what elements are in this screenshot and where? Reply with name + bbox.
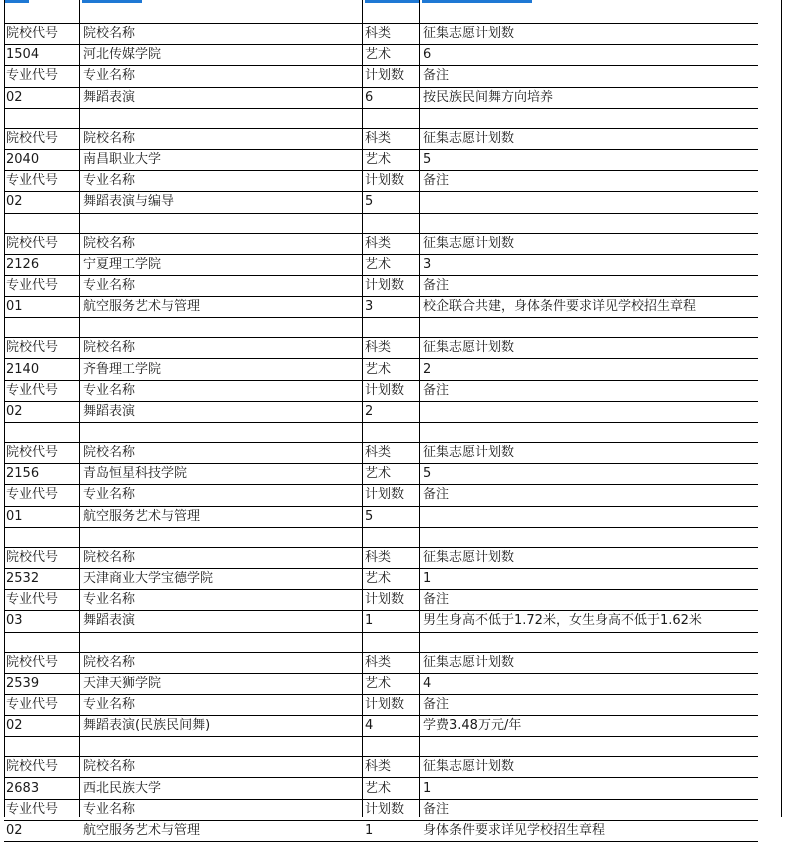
category: 艺术 <box>363 149 420 170</box>
major-header-row <box>4 694 758 715</box>
header-accent <box>82 0 142 3</box>
major-name: 舞蹈表演(民族民间舞) <box>80 716 363 737</box>
school-code: 2532 <box>4 568 80 589</box>
school-code-header: 院校代号 <box>4 757 80 778</box>
major-code-header: 专业代号 <box>4 66 80 87</box>
category: 艺术 <box>363 673 420 694</box>
school-code: 2140 <box>4 359 80 380</box>
category: 艺术 <box>363 45 420 66</box>
major-name: 航空服务艺术与管理 <box>80 297 363 318</box>
school-header-row <box>4 443 758 464</box>
major-name: 航空服务艺术与管理 <box>80 820 363 841</box>
empty-cell <box>363 737 420 757</box>
header-accent <box>4 0 29 3</box>
school-row <box>4 778 758 799</box>
empty-cell <box>4 632 80 652</box>
empty-cell <box>363 423 420 443</box>
major-name-header: 专业名称 <box>80 171 363 192</box>
category-header: 科类 <box>363 24 420 45</box>
spacer-row <box>4 737 758 757</box>
empty-cell <box>420 108 758 128</box>
plan-count: 1 <box>420 568 758 589</box>
remarks-header: 备注 <box>420 590 758 611</box>
plan-count: 2 <box>420 359 758 380</box>
header-accent <box>365 0 419 3</box>
school-code: 1504 <box>4 45 80 66</box>
major-plan-header: 计划数 <box>363 66 420 87</box>
major-name-header: 专业名称 <box>80 799 363 820</box>
major-plan-header: 计划数 <box>363 485 420 506</box>
remarks-header: 备注 <box>420 66 758 87</box>
major-name-header: 专业名称 <box>80 380 363 401</box>
plan-count-header: 征集志愿计划数 <box>420 652 758 673</box>
major-name-header: 专业名称 <box>80 590 363 611</box>
empty-cell <box>4 423 80 443</box>
category: 艺术 <box>363 778 420 799</box>
remarks <box>420 192 758 213</box>
empty-cell <box>4 737 80 757</box>
empty-cell <box>420 632 758 652</box>
school-name-header: 院校名称 <box>80 128 363 149</box>
remarks-header: 备注 <box>420 275 758 296</box>
empty-cell <box>80 632 363 652</box>
school-code-header: 院校代号 <box>4 128 80 149</box>
school-code: 2126 <box>4 254 80 275</box>
major-row <box>4 611 758 632</box>
grid-line <box>781 0 782 817</box>
major-plan: 1 <box>363 820 420 841</box>
major-code: 02 <box>4 401 80 422</box>
spacer-row <box>4 108 758 128</box>
major-code-header: 专业代号 <box>4 590 80 611</box>
plan-count-header: 征集志愿计划数 <box>420 24 758 45</box>
major-plan: 3 <box>363 297 420 318</box>
empty-cell <box>420 527 758 547</box>
plan-count: 4 <box>420 673 758 694</box>
school-row <box>4 45 758 66</box>
empty-cell <box>80 423 363 443</box>
category-header: 科类 <box>363 338 420 359</box>
plan-count: 5 <box>420 464 758 485</box>
major-row <box>4 87 758 108</box>
school-row <box>4 464 758 485</box>
empty-cell <box>80 108 363 128</box>
school-name: 河北传媒学院 <box>80 45 363 66</box>
school-header-row <box>4 233 758 254</box>
school-name: 天津天狮学院 <box>80 673 363 694</box>
school-name-header: 院校名称 <box>80 443 363 464</box>
category-header: 科类 <box>363 547 420 568</box>
empty-cell <box>80 527 363 547</box>
remarks: 校企联合共建，身体条件要求详见学校招生章程 <box>420 297 758 318</box>
school-name: 齐鲁理工学院 <box>80 359 363 380</box>
major-code-header: 专业代号 <box>4 275 80 296</box>
empty-cell <box>363 108 420 128</box>
empty-cell <box>80 213 363 233</box>
remarks <box>420 506 758 527</box>
plan-count: 6 <box>420 45 758 66</box>
empty-cell <box>420 213 758 233</box>
school-header-row <box>4 547 758 568</box>
category: 艺术 <box>363 359 420 380</box>
school-code-header: 院校代号 <box>4 24 80 45</box>
major-row <box>4 401 758 422</box>
school-name-header: 院校名称 <box>80 24 363 45</box>
major-code-header: 专业代号 <box>4 799 80 820</box>
school-header-row <box>4 338 758 359</box>
empty-cell <box>4 527 80 547</box>
major-name: 舞蹈表演 <box>80 87 363 108</box>
remarks-header: 备注 <box>420 485 758 506</box>
category: 艺术 <box>363 464 420 485</box>
school-code-header: 院校代号 <box>4 547 80 568</box>
school-header-row <box>4 652 758 673</box>
major-code: 01 <box>4 297 80 318</box>
major-plan: 4 <box>363 716 420 737</box>
major-header-row <box>4 275 758 296</box>
major-plan-header: 计划数 <box>363 275 420 296</box>
major-plan-header: 计划数 <box>363 380 420 401</box>
empty-cell <box>4 108 80 128</box>
major-row <box>4 506 758 527</box>
plan-count: 5 <box>420 149 758 170</box>
school-code-header: 院校代号 <box>4 443 80 464</box>
major-name: 舞蹈表演 <box>80 611 363 632</box>
school-code: 2156 <box>4 464 80 485</box>
school-code: 2683 <box>4 778 80 799</box>
plan-count: 3 <box>420 254 758 275</box>
category-header: 科类 <box>363 443 420 464</box>
empty-cell <box>420 318 758 338</box>
plan-count-header: 征集志愿计划数 <box>420 128 758 149</box>
major-code-header: 专业代号 <box>4 694 80 715</box>
major-name-header: 专业名称 <box>80 275 363 296</box>
major-row <box>4 820 758 841</box>
school-code-header: 院校代号 <box>4 338 80 359</box>
major-code: 02 <box>4 192 80 213</box>
major-header-row <box>4 590 758 611</box>
empty-cell <box>80 737 363 757</box>
category-header: 科类 <box>363 233 420 254</box>
category-header: 科类 <box>363 757 420 778</box>
school-header-row <box>4 128 758 149</box>
remarks-header: 备注 <box>420 799 758 820</box>
category-header: 科类 <box>363 128 420 149</box>
empty-cell <box>80 318 363 338</box>
spacer-row <box>4 213 758 233</box>
table-body <box>4 4 758 842</box>
remarks: 按民族民间舞方向培养 <box>420 87 758 108</box>
major-name: 航空服务艺术与管理 <box>80 506 363 527</box>
major-code: 02 <box>4 820 80 841</box>
school-name-header: 院校名称 <box>80 233 363 254</box>
school-code: 2539 <box>4 673 80 694</box>
school-name-header: 院校名称 <box>80 338 363 359</box>
school-name-header: 院校名称 <box>80 547 363 568</box>
header-accent <box>422 0 532 3</box>
category-header: 科类 <box>363 652 420 673</box>
school-code: 2040 <box>4 149 80 170</box>
major-name: 舞蹈表演与编导 <box>80 192 363 213</box>
major-name-header: 专业名称 <box>80 485 363 506</box>
major-name: 舞蹈表演 <box>80 401 363 422</box>
major-code: 01 <box>4 506 80 527</box>
plan-count: 1 <box>420 778 758 799</box>
table-row <box>4 4 758 24</box>
major-header-row <box>4 485 758 506</box>
major-header-row <box>4 66 758 87</box>
school-row <box>4 149 758 170</box>
major-name-header: 专业名称 <box>80 694 363 715</box>
school-name: 宁夏理工学院 <box>80 254 363 275</box>
major-row <box>4 297 758 318</box>
spacer-row <box>4 423 758 443</box>
major-plan: 5 <box>363 506 420 527</box>
plan-count-header: 征集志愿计划数 <box>420 547 758 568</box>
school-name-header: 院校名称 <box>80 757 363 778</box>
category: 艺术 <box>363 254 420 275</box>
admission-table <box>4 4 758 842</box>
major-plan-header: 计划数 <box>363 590 420 611</box>
school-row <box>4 359 758 380</box>
major-code: 02 <box>4 716 80 737</box>
school-code-header: 院校代号 <box>4 233 80 254</box>
major-plan-header: 计划数 <box>363 799 420 820</box>
major-code-header: 专业代号 <box>4 380 80 401</box>
empty-cell <box>4 318 80 338</box>
remarks: 男生身高不低于1.72米，女生身高不低于1.62米 <box>420 611 758 632</box>
school-row <box>4 568 758 589</box>
remarks-header: 备注 <box>420 171 758 192</box>
school-header-row <box>4 24 758 45</box>
major-plan: 1 <box>363 611 420 632</box>
plan-count-header: 征集志愿计划数 <box>420 443 758 464</box>
spacer-row <box>4 318 758 338</box>
major-header-row <box>4 171 758 192</box>
school-name: 青岛恒星科技学院 <box>80 464 363 485</box>
remarks-header: 备注 <box>420 380 758 401</box>
major-plan-header: 计划数 <box>363 171 420 192</box>
major-plan: 5 <box>363 192 420 213</box>
spacer-row <box>4 527 758 547</box>
empty-cell <box>420 423 758 443</box>
remarks: 学费3.48万元/年 <box>420 716 758 737</box>
school-name: 天津商业大学宝德学院 <box>80 568 363 589</box>
school-row <box>4 254 758 275</box>
remarks: 身体条件要求详见学校招生章程 <box>420 820 758 841</box>
spacer-row <box>4 632 758 652</box>
major-code-header: 专业代号 <box>4 171 80 192</box>
major-row <box>4 192 758 213</box>
school-code-header: 院校代号 <box>4 652 80 673</box>
major-code: 02 <box>4 87 80 108</box>
empty-cell <box>363 213 420 233</box>
major-plan: 6 <box>363 87 420 108</box>
major-plan-header: 计划数 <box>363 694 420 715</box>
major-header-row <box>4 380 758 401</box>
school-name: 南昌职业大学 <box>80 149 363 170</box>
plan-count-header: 征集志愿计划数 <box>420 233 758 254</box>
major-name-header: 专业名称 <box>80 66 363 87</box>
plan-count-header: 征集志愿计划数 <box>420 757 758 778</box>
remarks-header: 备注 <box>420 694 758 715</box>
plan-count-header: 征集志愿计划数 <box>420 338 758 359</box>
major-header-row <box>4 799 758 820</box>
school-name-header: 院校名称 <box>80 652 363 673</box>
remarks <box>420 401 758 422</box>
school-row <box>4 673 758 694</box>
major-code: 03 <box>4 611 80 632</box>
empty-cell <box>4 213 80 233</box>
major-code-header: 专业代号 <box>4 485 80 506</box>
empty-cell <box>420 737 758 757</box>
empty-cell <box>363 632 420 652</box>
empty-cell <box>363 318 420 338</box>
category: 艺术 <box>363 568 420 589</box>
school-header-row <box>4 757 758 778</box>
empty-cell <box>363 527 420 547</box>
major-row <box>4 716 758 737</box>
school-name: 西北民族大学 <box>80 778 363 799</box>
major-plan: 2 <box>363 401 420 422</box>
